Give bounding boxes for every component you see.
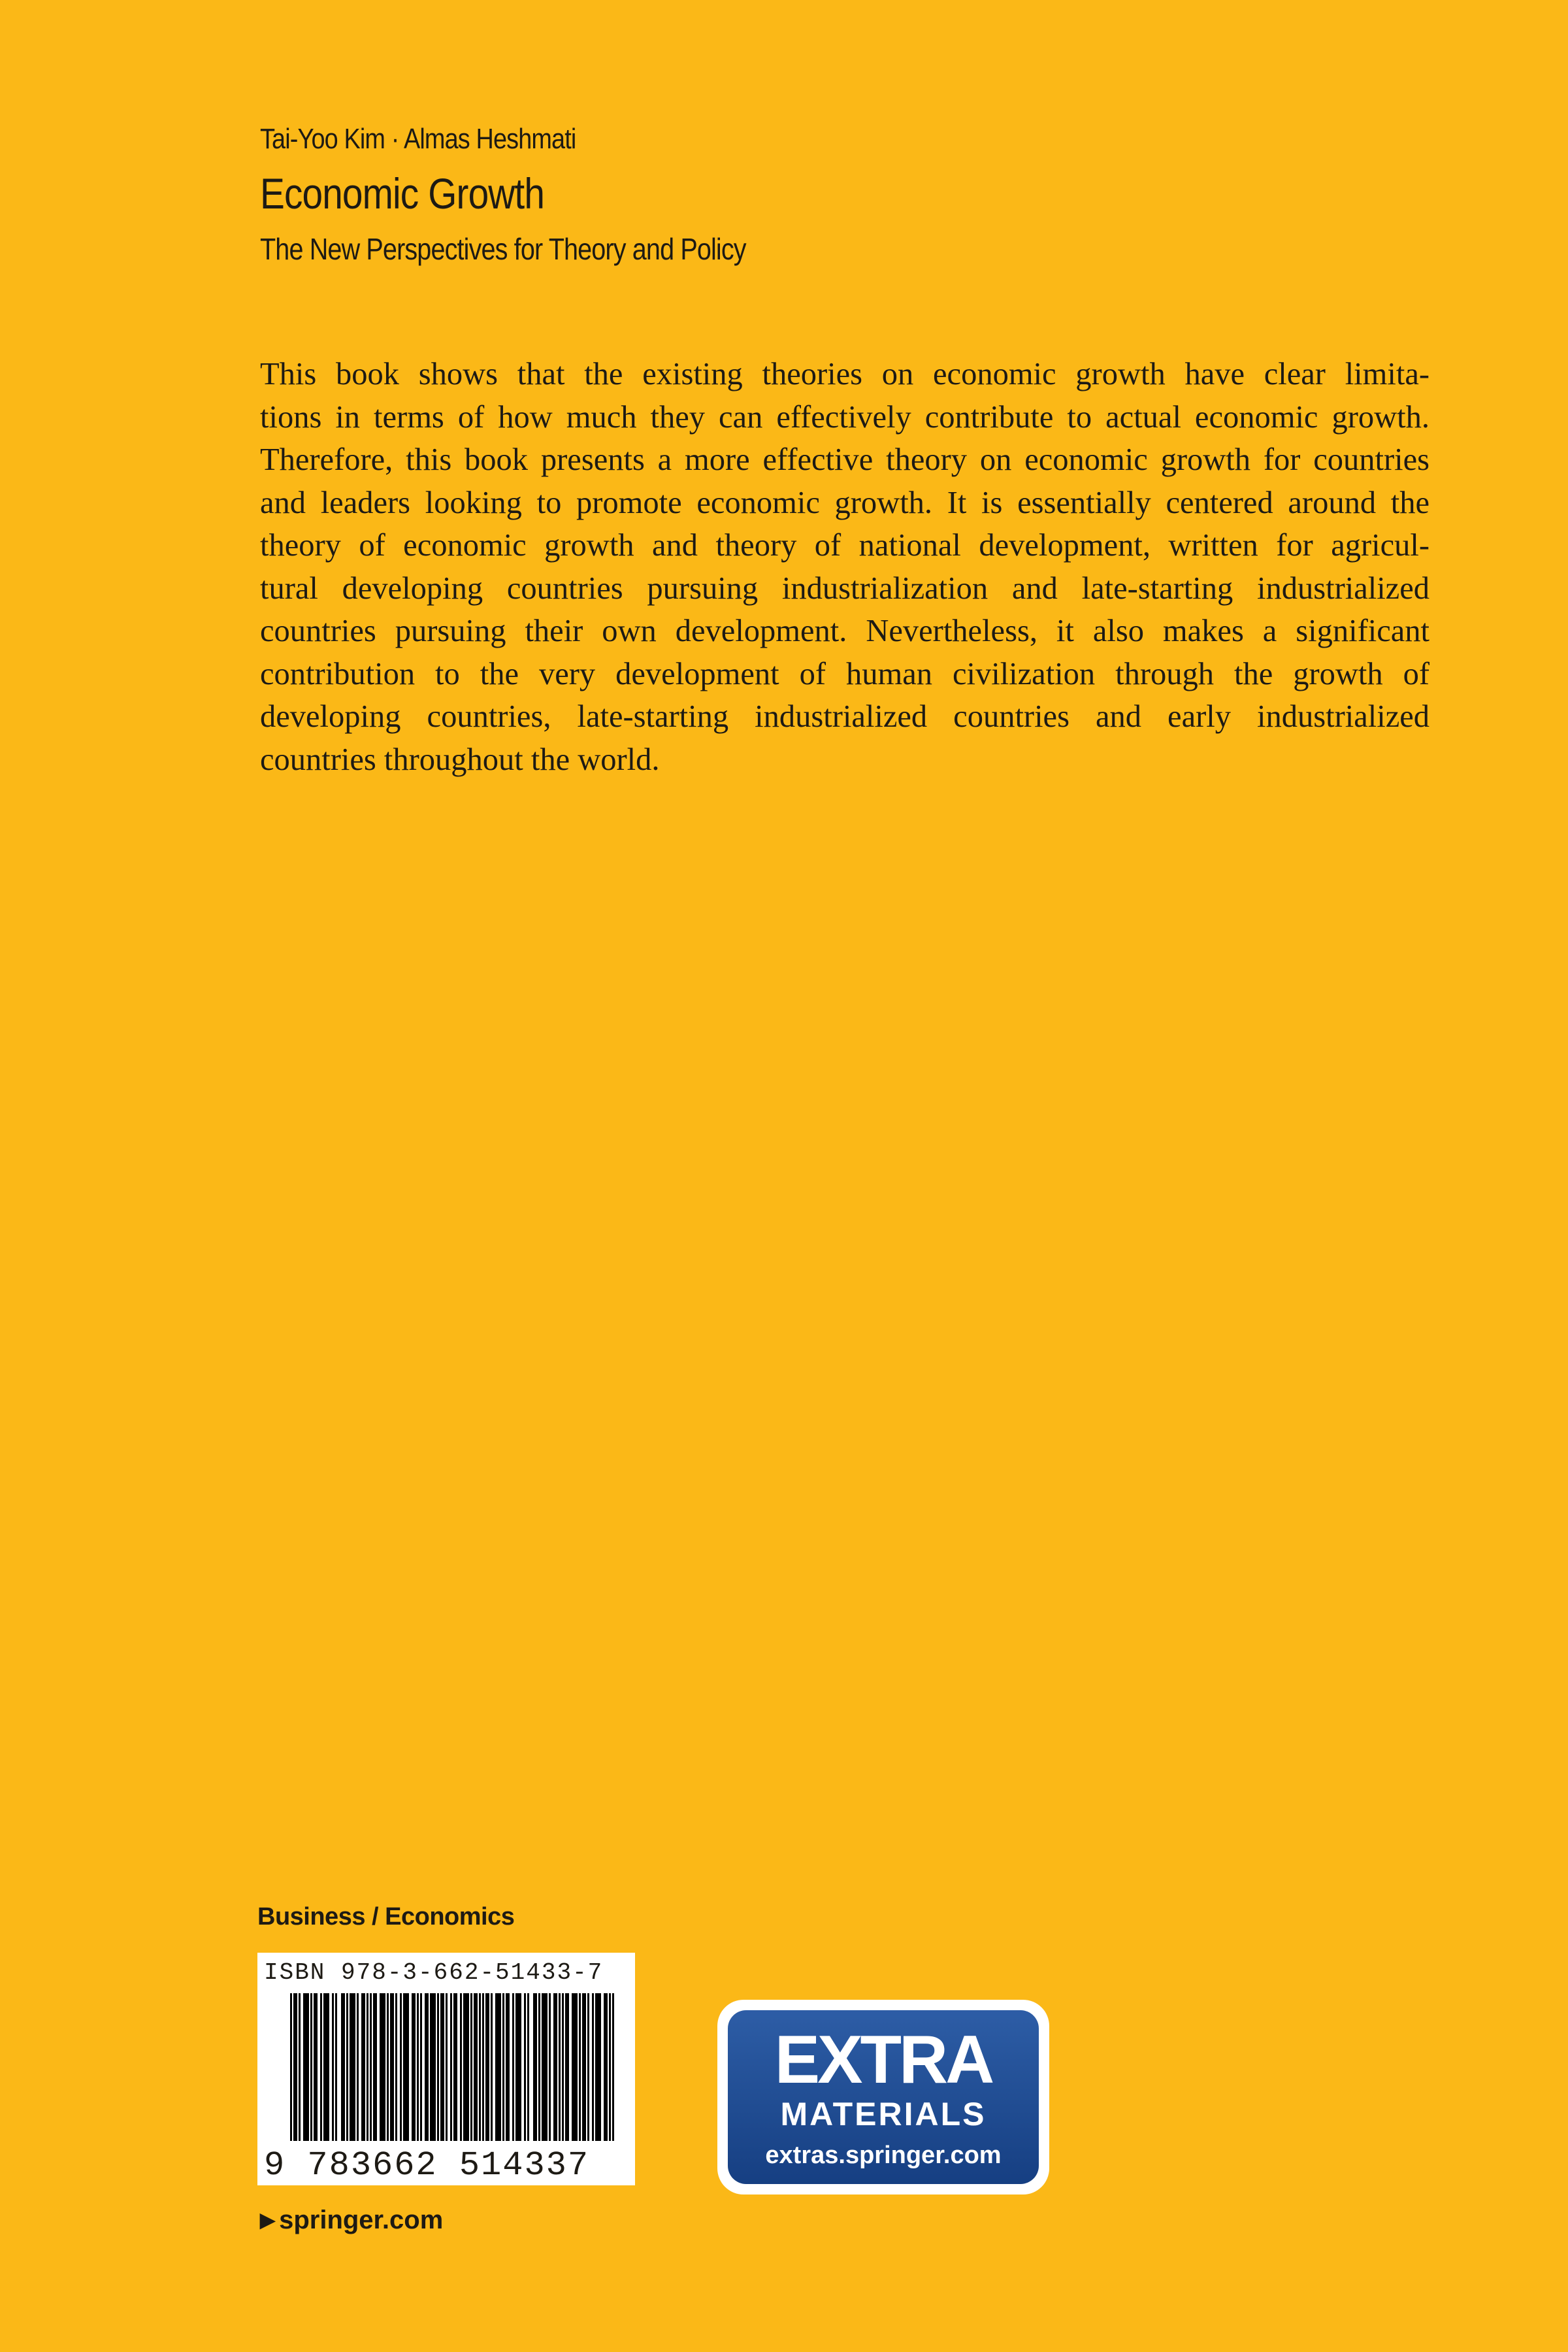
barcode-bar <box>553 1993 557 2141</box>
barcode-bar <box>323 1993 329 2141</box>
barcode-bar <box>357 1993 359 2141</box>
extra-materials-badge[interactable] <box>717 2000 1049 2195</box>
barcode-bar <box>425 1993 429 2141</box>
category-label: Business / Economics <box>257 1903 515 1930</box>
extra-badge-url[interactable]: extras.springer.com <box>765 2142 1002 2169</box>
blurb-line: tions in terms of how much they can effectively contribute to actual economic growth. <box>260 399 1429 435</box>
barcode-bar <box>346 1993 348 2141</box>
barcode-bar <box>367 1993 368 2141</box>
barcode-bar <box>485 1993 489 2141</box>
barcode-bar <box>370 1993 372 2141</box>
barcode-bar <box>299 1993 301 2141</box>
barcode-bar <box>538 1993 540 2141</box>
springer-link[interactable] <box>260 2206 443 2235</box>
barcode-bar <box>495 1993 501 2141</box>
barcode-bar <box>559 1993 561 2141</box>
barcode-bar <box>314 1993 318 2141</box>
isbn-barcode <box>257 1953 635 2185</box>
barcode-bar <box>320 1993 322 2141</box>
book-title: Economic Growth <box>260 169 545 218</box>
barcode-bar <box>527 1993 529 2141</box>
barcode-bar <box>420 1993 422 2141</box>
barcode-bar <box>524 1993 526 2141</box>
barcode-bar <box>446 1993 448 2141</box>
barcode-bar <box>604 1993 608 2141</box>
barcode-bar <box>562 1993 564 2141</box>
barcode-bar <box>572 1993 578 2141</box>
barcode-bar <box>430 1993 436 2141</box>
barcode-bar <box>474 1993 478 2141</box>
barcode-bar <box>341 1993 345 2141</box>
barcode-bar <box>440 1993 444 2141</box>
barcode-bar <box>395 1993 397 2141</box>
extra-badge-subtitle: MATERIALS <box>780 2096 987 2132</box>
barcode-bar <box>450 1993 452 2141</box>
barcode-bar <box>470 1993 472 2141</box>
barcode-bar <box>502 1993 504 2141</box>
barcode-bar <box>293 1993 297 2141</box>
barcode-bar <box>387 1993 389 2141</box>
barcode-bar <box>506 1993 510 2141</box>
blurb-line: contribution to the very development of human civilization through the growth of <box>260 656 1429 691</box>
barcode-bar <box>290 1993 292 2141</box>
blurb-line: This book shows that the existing theories on economic growth have clear limita- <box>260 357 1429 391</box>
barcode-bar <box>460 1993 462 2141</box>
barcode-bar <box>515 1993 521 2141</box>
barcode-bar <box>437 1993 439 2141</box>
barcode-bar <box>512 1993 514 2141</box>
blurb <box>260 353 1429 781</box>
barcode-bar <box>549 1993 551 2141</box>
blurb-line: countries throughout the world. <box>260 742 660 777</box>
barcode-bar <box>390 1993 394 2141</box>
barcode-bar <box>310 1993 312 2141</box>
barcode-bar <box>479 1993 481 2141</box>
book-subtitle: The New Perspectives for Theory and Policy <box>260 232 746 266</box>
barcode-bar <box>453 1993 457 2141</box>
barcode-bar <box>463 1993 469 2141</box>
authors: Tai-Yoo Kim · Almas Heshmati <box>260 123 576 155</box>
isbn-label: ISBN 978-3-662-51433-7 <box>264 1959 604 1986</box>
blurb-line: countries pursuing their own development. Nevertheless, it also makes a significant <box>260 614 1429 648</box>
extra-badge-title: EXTRA <box>774 2022 992 2098</box>
barcode-bar <box>373 1993 377 2141</box>
extra-badge-panel <box>728 2010 1039 2184</box>
barcode-bar <box>403 1993 409 2141</box>
barcode-bar <box>303 1993 309 2141</box>
barcode-bar <box>335 1993 337 2141</box>
barcode-bar <box>400 1993 402 2141</box>
barcode-bar <box>350 1993 355 2141</box>
barcode-bar <box>592 1993 594 2141</box>
blurb-line: theory of economic growth and theory of national development, written for agricul- <box>260 528 1429 563</box>
barcode-bar <box>582 1993 586 2141</box>
blurb-line: tural developing countries pursuing industrialization and late-starting industrialized <box>260 571 1429 606</box>
barcode-bar <box>412 1993 416 2141</box>
barcode-bar <box>587 1993 589 2141</box>
blurb-line: and leaders looking to promote economic growth. It is essentially centered around the <box>260 485 1429 520</box>
play-arrow-icon: ▶ <box>260 2210 276 2231</box>
barcode-bar <box>542 1993 547 2141</box>
barcode-bar <box>595 1993 601 2141</box>
barcode-bar <box>612 1993 614 2141</box>
barcode-bar <box>361 1993 365 2141</box>
barcode-bar <box>380 1993 385 2141</box>
barcode-bar <box>482 1993 484 2141</box>
barcode-digits: 9 783662 514337 <box>264 2146 590 2185</box>
barcode-bar <box>579 1993 581 2141</box>
barcode-bar <box>609 1993 611 2141</box>
barcode-bar <box>491 1993 493 2141</box>
barcode-bar <box>417 1993 419 2141</box>
springer-link-text[interactable]: springer.com <box>279 2206 444 2234</box>
blurb-line: Therefore, this book presents a more effective theory on economic growth for countries <box>260 442 1429 477</box>
barcode-bar <box>533 1993 537 2141</box>
blurb-line: developing countries, late-starting industrialized countries and early industrialized <box>260 699 1429 734</box>
barcode-bar <box>565 1993 569 2141</box>
barcode-bar <box>332 1993 334 2141</box>
